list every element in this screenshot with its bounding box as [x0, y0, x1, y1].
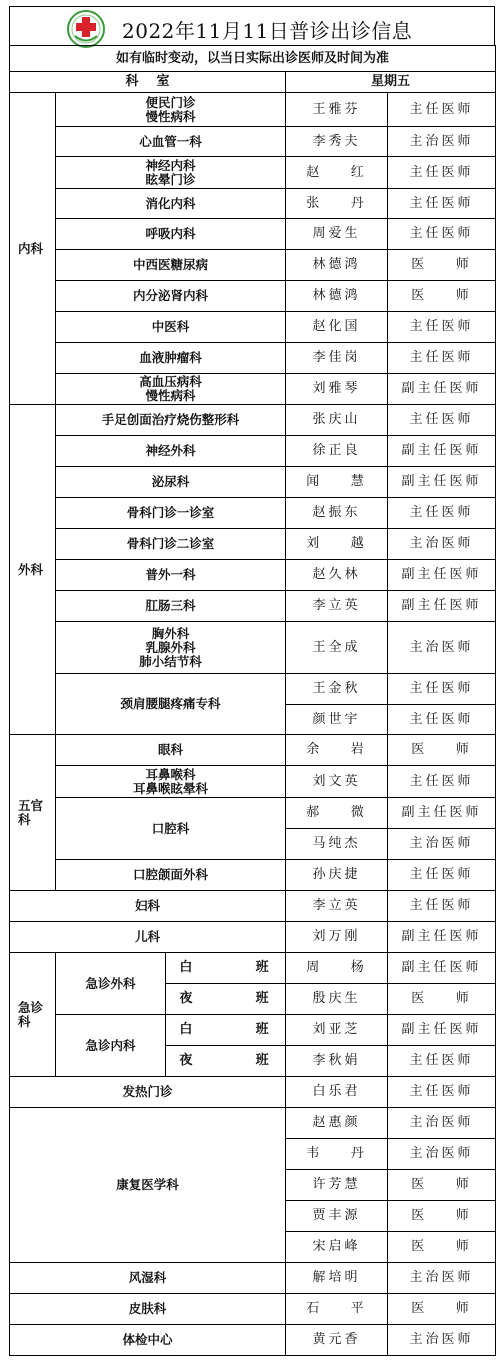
- dept-cell: 普外一科: [56, 560, 286, 591]
- table-row: [10, 498, 496, 529]
- doctor-title: 医 师: [388, 984, 496, 1015]
- table-row: [10, 529, 496, 560]
- dept-cell: [56, 93, 286, 127]
- dept-cell: 血液肿瘤科: [56, 343, 286, 374]
- table-row: [10, 953, 496, 984]
- doctor-name: 周爱生: [286, 219, 388, 250]
- table-row: [10, 250, 496, 281]
- dept-cell: 口腔颌面外科: [56, 860, 286, 891]
- dept-cell: 妇科: [10, 891, 286, 922]
- dept-line: 高血压病科: [139, 374, 202, 389]
- doctor-name: 周 杨: [286, 953, 388, 984]
- table-row: [10, 93, 496, 127]
- dept-line: 乳腺外科: [145, 639, 196, 655]
- doctor-title: 主治医师: [388, 1108, 496, 1139]
- table-row: [10, 735, 496, 766]
- dept-cell: 皮肤科: [10, 1294, 286, 1325]
- day-header: 星期五: [286, 72, 496, 93]
- doctor-name: 赵 红: [286, 157, 388, 189]
- table-row: [10, 436, 496, 467]
- dept-cell: 风湿科: [10, 1263, 286, 1294]
- doctor-name: 韦 丹: [286, 1139, 388, 1170]
- doctor-title: 主治医师: [388, 1325, 496, 1356]
- notice-text: 如有临时变动，以当日实际出诊医师及时间为准: [10, 46, 496, 72]
- doctor-name: 殷庆生: [286, 984, 388, 1015]
- dept-line: 胸外科: [151, 625, 190, 641]
- table-row: [10, 622, 496, 674]
- doctor-title: 主任医师: [388, 157, 496, 189]
- doctor-title: 主任医师: [388, 343, 496, 374]
- doctor-title: 主任医师: [388, 1046, 496, 1077]
- doctor-title: 主任医师: [388, 705, 496, 735]
- doctor-name: 林德鸿: [286, 250, 388, 281]
- doctor-title: 副主任医师: [388, 560, 496, 591]
- doctor-name: 赵振东: [286, 498, 388, 529]
- doctor-title: 医 师: [388, 1232, 496, 1263]
- doctor-name: 张庆山: [286, 405, 388, 436]
- doctor-title: 医 师: [388, 250, 496, 281]
- doctor-title: 副主任医师: [388, 1015, 496, 1046]
- shift-cell: 夜 班: [166, 1046, 286, 1077]
- doctor-name: 马纯杰: [286, 829, 388, 860]
- doctor-title: 主任医师: [388, 766, 496, 798]
- dept-cell: 泌尿科: [56, 467, 286, 498]
- doctor-name: 李秀夫: [286, 127, 388, 157]
- table-row: [10, 343, 496, 374]
- dept-line: 耳鼻喉科: [145, 766, 196, 782]
- table-row: [10, 922, 496, 953]
- doctor-name: 王全成: [286, 622, 388, 674]
- table-row: [10, 1077, 496, 1108]
- doctor-title: 医 师: [388, 1170, 496, 1201]
- table-row: [10, 157, 496, 189]
- doctor-title: 主任医师: [388, 189, 496, 219]
- dept-cell: 骨科门诊二诊室: [56, 529, 286, 560]
- dept-cell: 急诊内科: [56, 1015, 166, 1077]
- table-row: [10, 1294, 496, 1325]
- dept-line: 便民门诊: [145, 94, 196, 110]
- doctor-name: 王金秋: [286, 674, 388, 705]
- doctor-title: 副主任医师: [388, 374, 496, 405]
- dept-cell: 呼吸内科: [56, 219, 286, 250]
- doctor-name: 赵惠颜: [286, 1108, 388, 1139]
- dept-cell: 肛肠三科: [56, 591, 286, 622]
- dept-cell: [56, 622, 286, 674]
- doctor-name: 刘 越: [286, 529, 388, 560]
- table-row: [10, 1325, 496, 1356]
- dept-cell: 口腔科: [56, 798, 286, 860]
- dept-line: 神经内科: [145, 157, 196, 173]
- doctor-title: 主任医师: [388, 1077, 496, 1108]
- doctor-name: 余 岩: [286, 735, 388, 766]
- category-jizhen: 急诊科: [10, 953, 56, 1077]
- dept-cell: 急诊外科: [56, 953, 166, 1015]
- table-row: [10, 219, 496, 250]
- doctor-name: 石 平: [286, 1294, 388, 1325]
- dept-cell: 内分泌肾内科: [56, 281, 286, 312]
- table-row: [10, 766, 496, 798]
- doctor-title: 主任医师: [388, 405, 496, 436]
- doctor-title: 医 师: [388, 735, 496, 766]
- doctor-name: 刘文英: [286, 766, 388, 798]
- dept-cell: 中西医糖尿病: [56, 250, 286, 281]
- table-row: [10, 560, 496, 591]
- dept-cell: 颈肩腰腿疼痛专科: [56, 674, 286, 735]
- doctor-name: 张 丹: [286, 189, 388, 219]
- dept-cell: 骨科门诊一诊室: [56, 498, 286, 529]
- table-row: [10, 189, 496, 219]
- doctor-title: 主任医师: [388, 891, 496, 922]
- doctor-title: 主任医师: [388, 860, 496, 891]
- dept-line: 耳鼻喉眩晕科: [132, 780, 208, 796]
- doctor-name: 赵久林: [286, 560, 388, 591]
- doctor-title: 医 师: [388, 1294, 496, 1325]
- doctor-name: 王雅芬: [286, 93, 388, 127]
- doctor-name: 解培明: [286, 1263, 388, 1294]
- table-row: [10, 591, 496, 622]
- dept-cell: 眼科: [56, 735, 286, 766]
- header-row: [10, 72, 496, 93]
- doctor-title: 主任医师: [388, 93, 496, 127]
- doctor-name: 李立英: [286, 591, 388, 622]
- doctor-name: 李佳岗: [286, 343, 388, 374]
- category-waike: 外科: [10, 405, 56, 735]
- doctor-name: 刘亚芝: [286, 1015, 388, 1046]
- table-row: [10, 281, 496, 312]
- doctor-name: 林德鸿: [286, 281, 388, 312]
- table-row: [10, 127, 496, 157]
- table-row: [10, 1015, 496, 1046]
- table-row: [10, 1108, 496, 1139]
- doctor-title: 医 师: [388, 1201, 496, 1232]
- dept-header: 科 室: [10, 72, 286, 93]
- dept-cell: 手足创面治疗烧伤整形科: [56, 405, 286, 436]
- dept-cell: 消化内科: [56, 189, 286, 219]
- title-bar: [9, 6, 495, 46]
- shift-cell: 白 班: [166, 1015, 286, 1046]
- table-row: [10, 860, 496, 891]
- table-row: [10, 798, 496, 829]
- dept-line: 慢性病科: [145, 388, 196, 403]
- table-row: [10, 467, 496, 498]
- dept-cell: 儿科: [10, 922, 286, 953]
- doctor-title: 主治医师: [388, 127, 496, 157]
- doctor-title: 主治医师: [388, 1263, 496, 1294]
- doctor-title: 主治医师: [388, 1139, 496, 1170]
- dept-cell: [56, 157, 286, 189]
- doctor-title: 副主任医师: [388, 467, 496, 498]
- doctor-title: 主任医师: [388, 219, 496, 250]
- doctor-title: 医 师: [388, 281, 496, 312]
- dept-cell: 心血管一科: [56, 127, 286, 157]
- doctor-title: 副主任医师: [388, 953, 496, 984]
- doctor-name: 刘万刚: [286, 922, 388, 953]
- doctor-name: 黄元香: [286, 1325, 388, 1356]
- doctor-name: 徐正良: [286, 436, 388, 467]
- page-title: 2022年11月11日普诊出诊信息: [122, 19, 413, 43]
- doctor-name: 李立英: [286, 891, 388, 922]
- doctor-name: 贾丰源: [286, 1201, 388, 1232]
- dept-line: 眩晕门诊: [145, 171, 196, 187]
- doctor-name: 颜世宇: [286, 705, 388, 735]
- dept-cell: 神经外科: [56, 436, 286, 467]
- dept-line: 慢性病科: [145, 108, 196, 124]
- table-row: [10, 374, 496, 405]
- schedule-table: [9, 45, 496, 1356]
- table-row: [10, 312, 496, 343]
- doctor-title: 主任医师: [388, 674, 496, 705]
- doctor-name: 许芳慧: [286, 1170, 388, 1201]
- doctor-title: 主治医师: [388, 829, 496, 860]
- doctor-name: 闻 慧: [286, 467, 388, 498]
- table-row: [10, 1263, 496, 1294]
- doctor-title: 副主任医师: [388, 436, 496, 467]
- doctor-title: 主任医师: [388, 498, 496, 529]
- doctor-title: 主治医师: [388, 622, 496, 674]
- dept-line: 肺小结节科: [139, 653, 202, 669]
- doctor-title: 主任医师: [388, 312, 496, 343]
- doctor-name: 刘雅琴: [286, 374, 388, 405]
- category-neike: 内科: [10, 93, 56, 405]
- doctor-title: 副主任医师: [388, 591, 496, 622]
- doctor-title: 副主任医师: [388, 922, 496, 953]
- doctor-name: 孙庆捷: [286, 860, 388, 891]
- dept-cell: 体检中心: [10, 1325, 286, 1356]
- dept-cell: [56, 766, 286, 798]
- doctor-title: 副主任医师: [388, 798, 496, 829]
- dept-cell: 康复医学科: [10, 1108, 286, 1263]
- dept-cell: 发热门诊: [10, 1077, 286, 1108]
- notice-row: [10, 46, 496, 72]
- dept-cell: [56, 374, 286, 405]
- doctor-name: 李秋娟: [286, 1046, 388, 1077]
- category-wuguan: 五官科: [10, 735, 56, 891]
- doctor-title: 主治医师: [388, 529, 496, 560]
- shift-cell: 夜 班: [166, 984, 286, 1015]
- dept-cell: 中医科: [56, 312, 286, 343]
- table-row: [10, 405, 496, 436]
- table-row: [10, 674, 496, 705]
- shift-cell: 白 班: [166, 953, 286, 984]
- doctor-name: 郝 微: [286, 798, 388, 829]
- doctor-name: 赵化国: [286, 312, 388, 343]
- doctor-name: 白乐君: [286, 1077, 388, 1108]
- hospital-cross-logo-icon: [66, 9, 106, 49]
- doctor-name: 宋启峰: [286, 1232, 388, 1263]
- table-row: [10, 891, 496, 922]
